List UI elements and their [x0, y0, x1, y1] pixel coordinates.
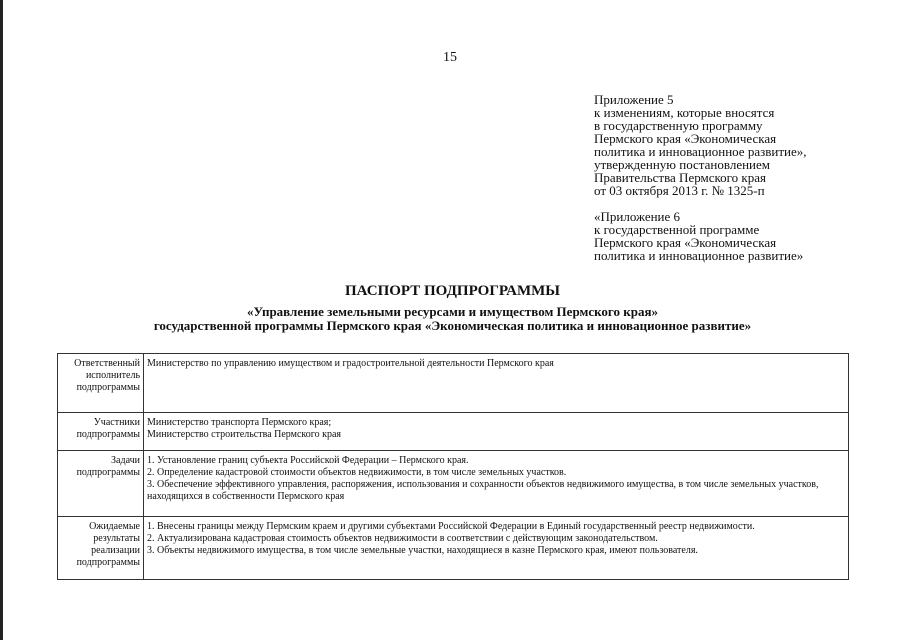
passport-table [57, 353, 849, 580]
appendix-line: в государственную программу [594, 118, 763, 133]
appendix-line: политика и инновационное развитие» [594, 248, 804, 263]
subprogram-name: «Управление земельными ресурсами и имуществом Пермского края» [246, 304, 659, 319]
appendix-5-note [594, 93, 807, 197]
row-label: Участники подпрограммы [58, 413, 144, 451]
appendix-line: Приложение 5 [594, 92, 674, 107]
row-label: Ожидаемые результаты реализации подпрограммы [58, 517, 144, 580]
program-name: государственной программы Пермского края «Экономическая политика и инновационное развитие» [153, 318, 752, 333]
row-content: 1. Внесены границы между Пермским краем и другими субъектами Российской Федерации в Единый государственный реестр недвижимости. 2. Актуализирована кадастровая стоимость объектов недвижимости в соответствии с действующим законодательством. 3. Объекты недвижимого имущества, в том числе земельные участки, находящиеся в казне Пермского края, имеют пользователя. [144, 517, 849, 580]
row-content: 1. Установление границ субъекта Российской Федерации – Пермского края. 2. Определение кадастровой стоимости объектов недвижимости, в том числе земельных участков. 3. Обеспечение эффективного управления, распоряжения, использования и сохранности объектов недвижимого имущества, в том числе земельных участков, находящихся в собственности Пермского края [144, 451, 849, 517]
table-row [58, 413, 849, 451]
document-title: ПАСПОРТ ПОДПРОГРАММЫ [344, 283, 560, 299]
table-row [58, 451, 849, 517]
appendix-line: Пермского края «Экономическая [594, 235, 777, 250]
row-content: Министерство по управлению имуществом и градостроительной деятельности Пермского края [144, 354, 849, 413]
page-number: 15 [443, 50, 457, 65]
row-label: Ответственный исполнитель подпрограммы [58, 354, 144, 413]
appendix-line: утвержденную постановлением [594, 157, 771, 172]
appendix-line: к государственной программе [594, 222, 760, 237]
appendix-6-note [594, 210, 803, 262]
table-row [58, 354, 849, 413]
table-row [58, 517, 849, 580]
appendix-line: Пермского края «Экономическая [594, 131, 777, 146]
appendix-line: политика и инновационное развитие», [594, 144, 807, 159]
appendix-line: от 03 октября 2013 г. № 1325-п [594, 183, 765, 198]
appendix-line: к изменениям, которые вносятся [594, 105, 775, 120]
row-content: Министерство транспорта Пермского края; Министерство строительства Пермского края [144, 413, 849, 451]
row-label: Задачи подпрограммы [58, 451, 144, 517]
appendix-line: Правительства Пермского края [594, 170, 766, 185]
appendix-line: «Приложение 6 [594, 209, 681, 224]
